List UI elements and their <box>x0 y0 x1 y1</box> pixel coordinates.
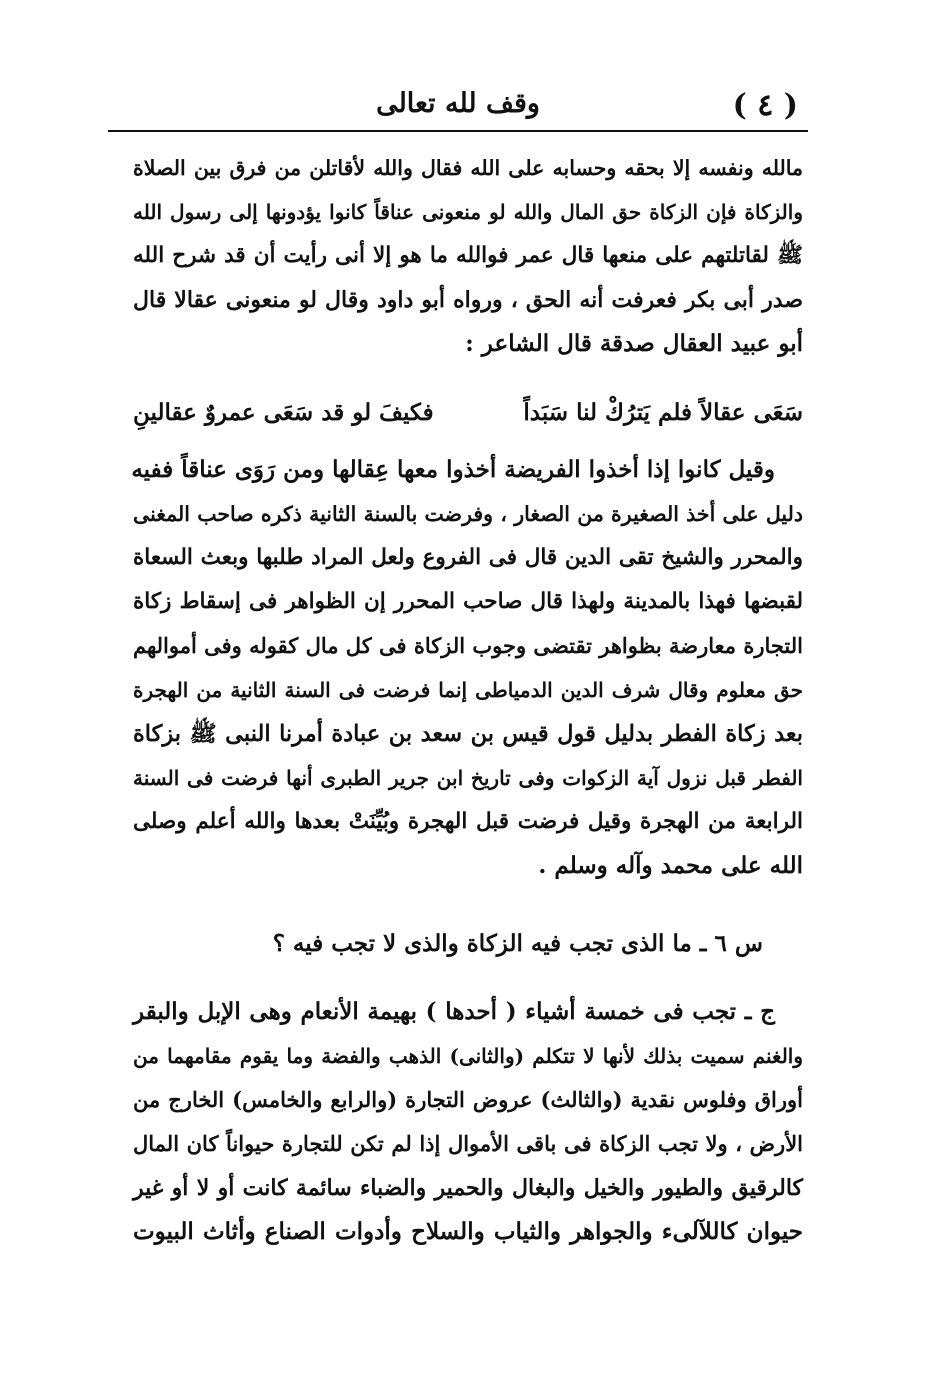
text-line: التجارة معارضة بظواهر تقتضى وجوب الزكاة فى كل مال كقوله وفى أموالهم <box>133 633 803 658</box>
text-line: الرابعة من الهجرة وقيل فرضت قبل الهجرة وبُيِّنَتْ بعدها والله أعلم وصلى <box>133 809 803 834</box>
text-line: دليل على أخذ الصغيرة من الصغار ، وفرضت بالسنة الثانية ذكره صاحب المغنى <box>133 502 803 526</box>
text-line: أوراق وفلوس نقدية (والثالث) عروض التجارة (والرابع والخامس) الخارج من <box>133 1087 803 1112</box>
verse-second-hemistich: فكيفَ لو قد سَعَى عمروٌ عقالينِ <box>133 399 434 426</box>
text-line: ج ـ تجب فى خمسة أشياء ( أحدها ) بهيمة الأنعام وهى الإبل والبقر <box>133 998 775 1025</box>
text-line: الفطر قبل نزول آية الزكوات وفى تاريخ ابن جرير الطبرى أنها فرضت فى السنة <box>133 766 803 790</box>
text-line: صدر أبى بكر فعرفت أنه الحق ، ورواه أبو داود وقال لو منعونى عقالا قال <box>133 287 803 313</box>
text-line: وقيل كانوا إذا أخذوا الفريضة أخذوا معها عِقالها ومن رَوَى عناقاً ففيه <box>131 456 775 483</box>
text-line: حيوان كاللآلىء والجواهر والثياب والسلاح وأدوات الصناع وأثاث البيوت <box>133 1218 803 1245</box>
page-header <box>108 84 808 130</box>
question-heading: س ٦ ـ ما الذى تجب فيه الزكاة والذى لا تجب فيه ؟ <box>272 930 763 957</box>
text-line: لقبضها فهذا بالمدينة ولهذا قال صاحب المحرر إن الظواهر فى إسقاط زكاة <box>133 589 803 614</box>
text-line: والزكاة فإن الزكاة حق المال والله لو منعونى عناقاً كانوا يؤدونها إلى رسول الله <box>133 200 803 224</box>
text-line: الأرض ، ولا تجب الزكاة فى باقى الأموال إذا لم تكن للتجارة حيواناً كان المال <box>133 1131 803 1156</box>
text-line: والمحرر والشيخ تقى الدين قال فى الفروع ولعل المراد طلبها وبعث السعاة <box>133 545 803 570</box>
running-title: وقف لله تعالى <box>376 88 540 119</box>
text-line: مالله ونفسه إلا بحقه وحسابه على الله فقال والله لأقاتلن من فرق بين الصلاة <box>133 156 803 180</box>
text-line: الله على محمد وآله وسلم . <box>538 852 803 879</box>
text-line: بعد زكاة الفطر بدليل قول قيس بن سعد بن عبادة أمرنا النبى ﷺ بزكاة <box>133 721 803 747</box>
text-line: كالرقيق والطيور والخيل والبغال والحمير والضباء سائمة كانت أو لا أو غير <box>133 1175 803 1201</box>
paragraph-1 <box>133 148 803 368</box>
verse-first-hemistich: سَعَى عقالاً فلم يَترُكْ لنا سَبَداً <box>523 399 803 426</box>
text-line: ﷺ لقاتلتهم على منعها قال عمر فوالله ما هو إلا أنى رأيت أن قد شرح الله <box>133 243 803 268</box>
text-line: أبو عبيد العقال صدقة قال الشاعر : <box>465 330 803 357</box>
poetry-verse <box>133 393 803 433</box>
answer-paragraph <box>133 992 803 1262</box>
text-line: والغنم سميت بذلك لأنها لا تتكلم (والثانى) الذهب والفضة وما يقوم مقامهما من <box>133 1044 803 1068</box>
paragraph-2 <box>133 450 803 900</box>
header-rule <box>108 130 808 132</box>
page-number: ( ٤ ) <box>732 88 798 123</box>
text-line: حق معلوم وقال شرف الدين الدمياطى إنما فرضت فى السنة الثانية من الهجرة <box>133 678 803 702</box>
